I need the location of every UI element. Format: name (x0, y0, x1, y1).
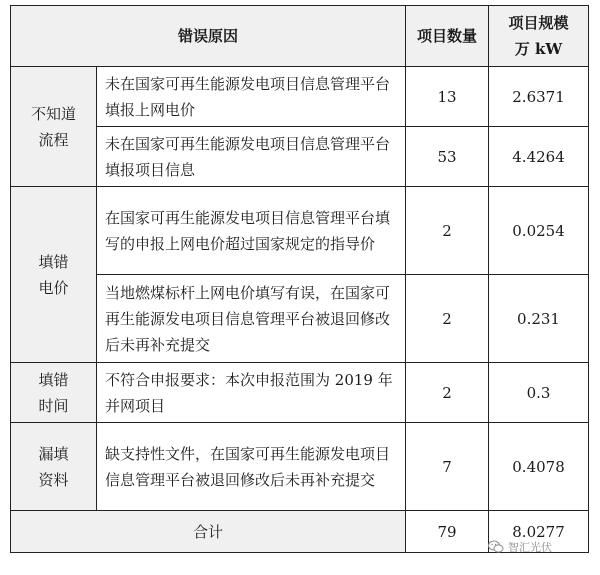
scale-cell: 0.4078 (489, 423, 589, 511)
count-cell: 2 (406, 363, 489, 423)
watermark (488, 539, 552, 555)
category-cell: 填错电价 (11, 187, 97, 363)
reason-cell: 在国家可再生能源发电项目信息管理平台填写的申报上网电价超过国家规定的指导价 (97, 187, 406, 275)
reason-cell: 未在国家可再生能源发电项目信息管理平台填报项目信息 (97, 127, 406, 187)
table-row (11, 187, 589, 275)
count-cell: 7 (406, 423, 489, 511)
header-scale-line2: 万 kW (514, 40, 563, 58)
count-cell: 2 (406, 275, 489, 363)
error-reasons-table (10, 5, 589, 553)
watermark-text: 智汇光伏 (508, 541, 552, 554)
category-cell: 不知道流程 (11, 67, 97, 187)
table-row (11, 275, 589, 363)
table-row (11, 67, 589, 127)
scale-cell: 4.4264 (489, 127, 589, 187)
total-scale: 8.0277 (489, 511, 589, 553)
scale-cell: 0.231 (489, 275, 589, 363)
scale-cell: 0.0254 (489, 187, 589, 275)
scale-cell: 2.6371 (489, 67, 589, 127)
count-cell: 53 (406, 127, 489, 187)
table-row (11, 363, 589, 423)
table-header-row (11, 6, 589, 67)
table-row (11, 423, 589, 511)
scale-cell: 0.3 (489, 363, 589, 423)
reason-cell: 不符合申报要求：本次申报范围为 2019 年并网项目 (97, 363, 406, 423)
total-label: 合计 (11, 511, 406, 553)
reason-cell: 当地燃煤标杆上网电价填写有误，在国家可再生能源发电项目信息管理平台被退回修改后未再补充提交 (97, 275, 406, 363)
category-cell: 填错时间 (11, 363, 97, 423)
table-row (11, 127, 589, 187)
wechat-icon (488, 540, 504, 554)
total-count: 79 (406, 511, 489, 553)
header-reason: 错误原因 (11, 6, 406, 67)
count-cell: 2 (406, 187, 489, 275)
reason-cell: 缺支持性文件，在国家可再生能源发电项目信息管理平台被退回修改后未再补充提交 (97, 423, 406, 511)
header-scale-line1: 项目规模 (508, 14, 569, 32)
header-count: 项目数量 (406, 6, 489, 67)
reason-cell: 未在国家可再生能源发电项目信息管理平台填报上网电价 (97, 67, 406, 127)
header-scale (489, 6, 589, 67)
category-cell: 漏填资料 (11, 423, 97, 511)
count-cell: 13 (406, 67, 489, 127)
